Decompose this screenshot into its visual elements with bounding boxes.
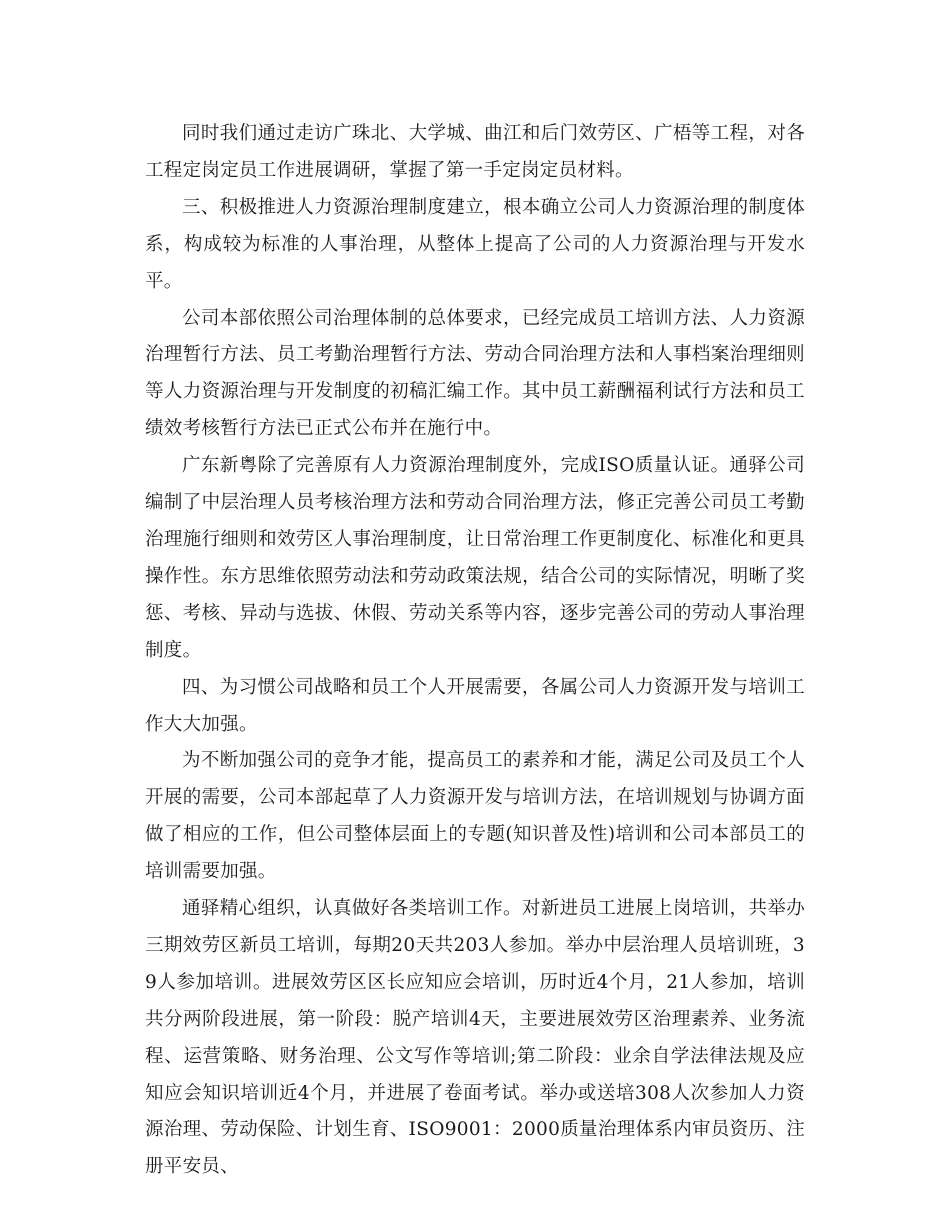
paragraph-3: 公司本部依照公司治理体制的总体要求，已经完成员工培训方法、人力资源治理暂行方法、员工考勤治理暂行方法、劳动合同治理方法和人事档案治理细则等人力资源治理与开发制度的初稿汇编工作。其中员工薪酬福利试行方法和员工绩效考核暂行方法已正式公布并在施行中。 xyxy=(145,307,805,440)
paragraph-7: 通驿精心组织，认真做好各类培训工作。对新进员工进展上岗培训，共举办三期效劳区新员工培训，每期20天共203人参加。举办中层治理人员培训班，39人参加培训。进展效劳区区长应知应会培训，历时近4个月，21人参加，培训共分两阶段进展，第一阶段：脱产培训4天，主要进展效劳区治理素养、业务流程、运营策略、财务治理、公文写作等培训;第二阶段：业余自学法律法规及应知应会知识培训近4个月，并进展了卷面考试。举办或送培308人次参加人力资源治理、劳动保险、计划生育、ISO9001：2000质量治理体系内审员资历、注册平安员、 xyxy=(145,898,805,1178)
paragraph-1: 同时我们通过走访广珠北、大学城、曲江和后门效劳区、广梧等工程，对各工程定岗定员工作进展调研，掌握了第一手定岗定员材料。 xyxy=(145,123,805,181)
paragraph-4: 广东新粤除了完善原有人力资源治理制度外，完成ISO质量认证。通驿公司编制了中层治理人员考核治理方法和劳动合同治理方法，修正完善公司员工考勤治理施行细则和效劳区人事治理制度，让日常治理工作更制度化、标准化和更具操作性。东方思维依照劳动法和劳动政策法规，结合公司的实际情况，明晰了奖惩、考核、异动与选拔、休假、劳动关系等内容，逐步完善公司的劳动人事治理制度。 xyxy=(145,455,805,661)
paragraph-5: 四、为习惯公司战略和员工个人开展需要，各属公司人力资源开发与培训工作大大加强。 xyxy=(145,676,805,735)
paragraph-2: 三、积极推进人力资源治理制度建立，根本确立公司人力资源治理的制度体系，构成较为标准的人事治理，从整体上提高了公司的人力资源治理与开发水平。 xyxy=(145,196,805,292)
paragraph-6: 为不断加强公司的竞争才能，提高员工的素养和才能，满足公司及员工个人开展的需要，公司本部起草了人力资源开发与培训方法，在培训规划与协调方面做了相应的工作，但公司整体层面上的专题(知识普及性)培训和公司本部员工的培训需要加强。 xyxy=(145,750,805,883)
document-body xyxy=(145,116,805,1186)
